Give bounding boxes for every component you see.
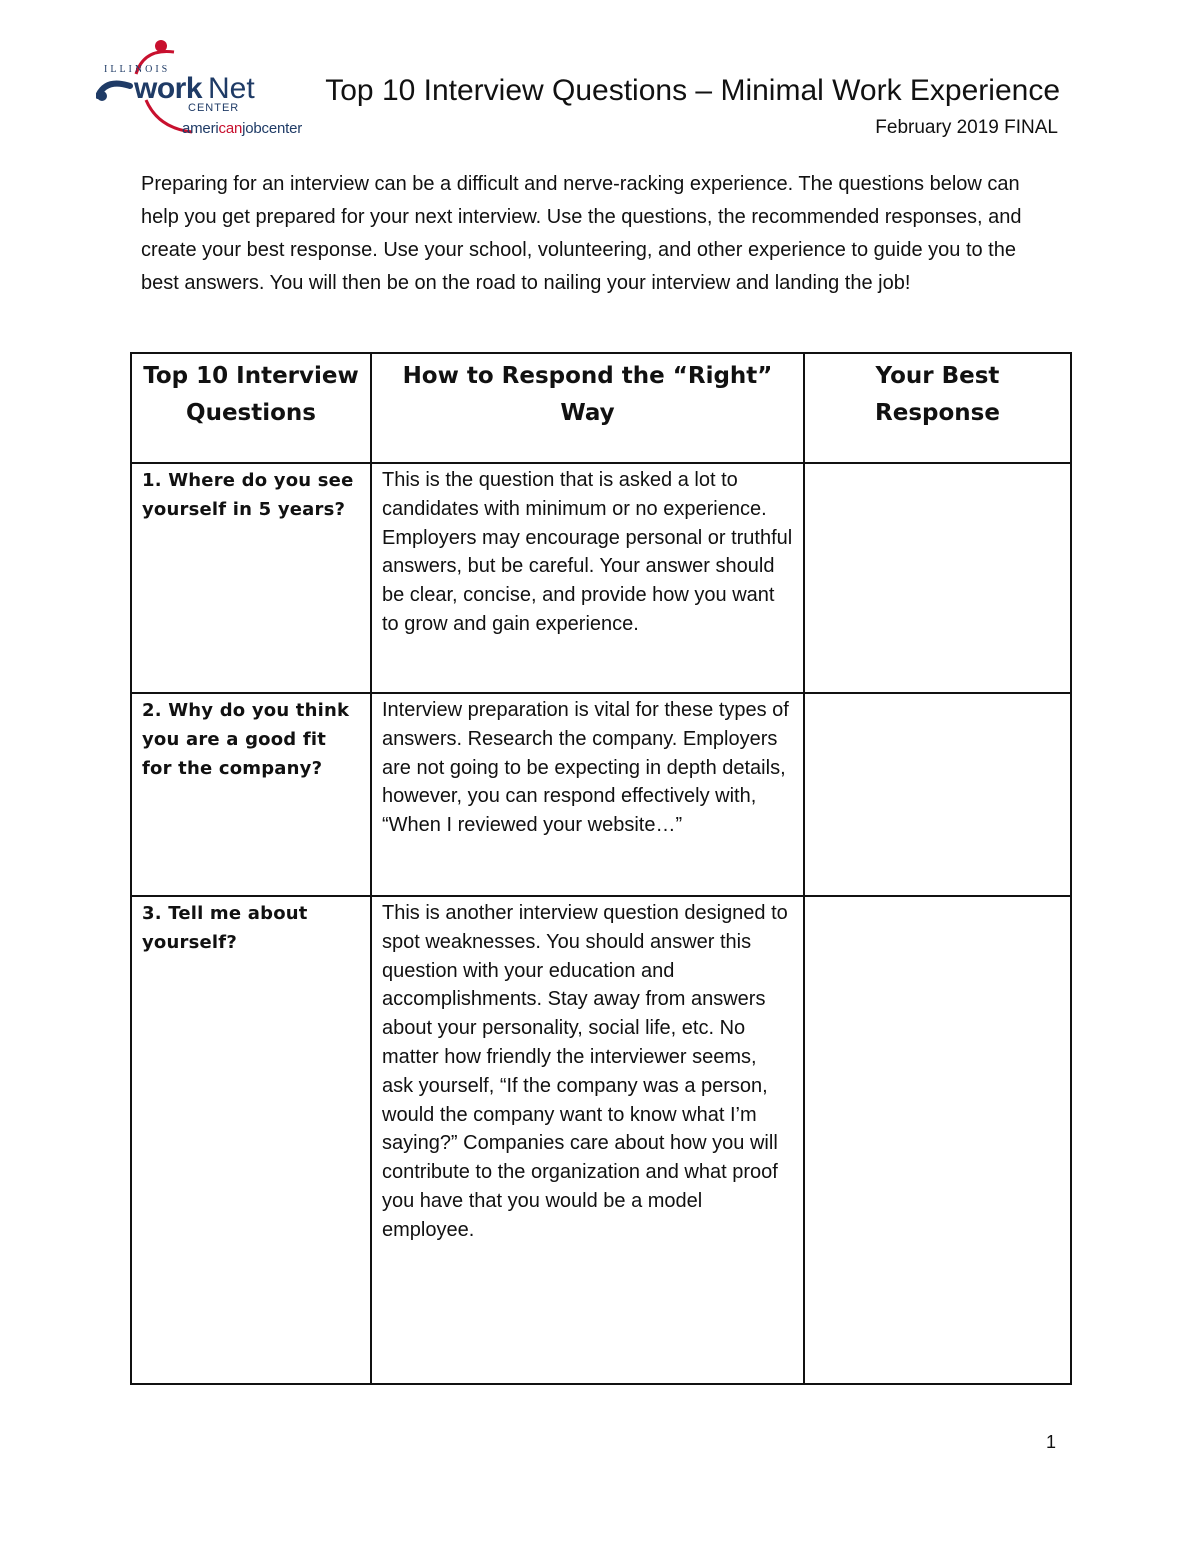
interview-questions-table [130, 352, 1072, 1385]
logo-ajc-prefix: ameri [182, 120, 219, 137]
page-number: 1 [1046, 1432, 1057, 1452]
header-how-to-respond: How to Respond the “Right” Way [371, 353, 804, 463]
question-cell: 2. Why do you think you are a good fit for the company? [131, 693, 371, 896]
table-row [131, 463, 1071, 693]
header-your-best-response: Your Best Response [804, 353, 1071, 463]
table-row [131, 896, 1071, 1384]
logo-illinois-text: ILLINOIS [104, 64, 171, 75]
illinois-worknet-logo [96, 38, 326, 142]
logo-work-text: work [134, 72, 203, 105]
answer-cell: This is the question that is asked a lot to candidates with minimum or no experience. Employers may encourage personal or truthful answers, but be careful. Your answer should be clear, concise, and provide how you want to grow and gain experience. [371, 463, 804, 693]
logo-ajc-suffix: jobcenter [242, 120, 303, 137]
answer-cell: This is another interview question designed to spot weaknesses. You should answer this question with your education and accomplishments. Stay away from answers about your personality, social life, etc. No matter how friendly the interviewer seems, ask yourself, “If the company was a person, would the company want to know what I’m saying?” Companies care about how you will contribute to the organization and what proof you have that you would be a model employee. [371, 896, 804, 1384]
logo-american-job-center [182, 120, 302, 137]
table-row [131, 693, 1071, 896]
question-cell: 3. Tell me about yourself? [131, 896, 371, 1384]
logo-net-text: Net [208, 72, 255, 105]
best-response-cell[interactable] [804, 896, 1071, 1384]
intro-paragraph: Preparing for an interview can be a difficult and nerve-racking experience. The questions below can help you get prepared for your next interview. Use the questions, the recommended responses, and create your best response. Use your school, volunteering, and other experience to guide you to the best answers. You will then be on the road to nailing your interview and landing the job! [141, 173, 1022, 294]
table-header-row [131, 353, 1071, 463]
logo-center-text: CENTER [188, 102, 240, 114]
answer-cell: Interview preparation is vital for these types of answers. Research the company. Employers are not going to be expecting in depth details, however, you can respond effectively with, “When I reviewed your website…” [371, 693, 804, 896]
question-cell: 1. Where do you see yourself in 5 years? [131, 463, 371, 693]
header-questions: Top 10 Interview Questions [131, 353, 371, 463]
document-title: Top 10 Interview Questions – Minimal Work Experience [325, 74, 1060, 107]
logo-ajc-highlight: can [218, 120, 243, 137]
document-date: February 2019 FINAL [875, 117, 1058, 138]
best-response-cell[interactable] [804, 463, 1071, 693]
best-response-cell[interactable] [804, 693, 1071, 896]
